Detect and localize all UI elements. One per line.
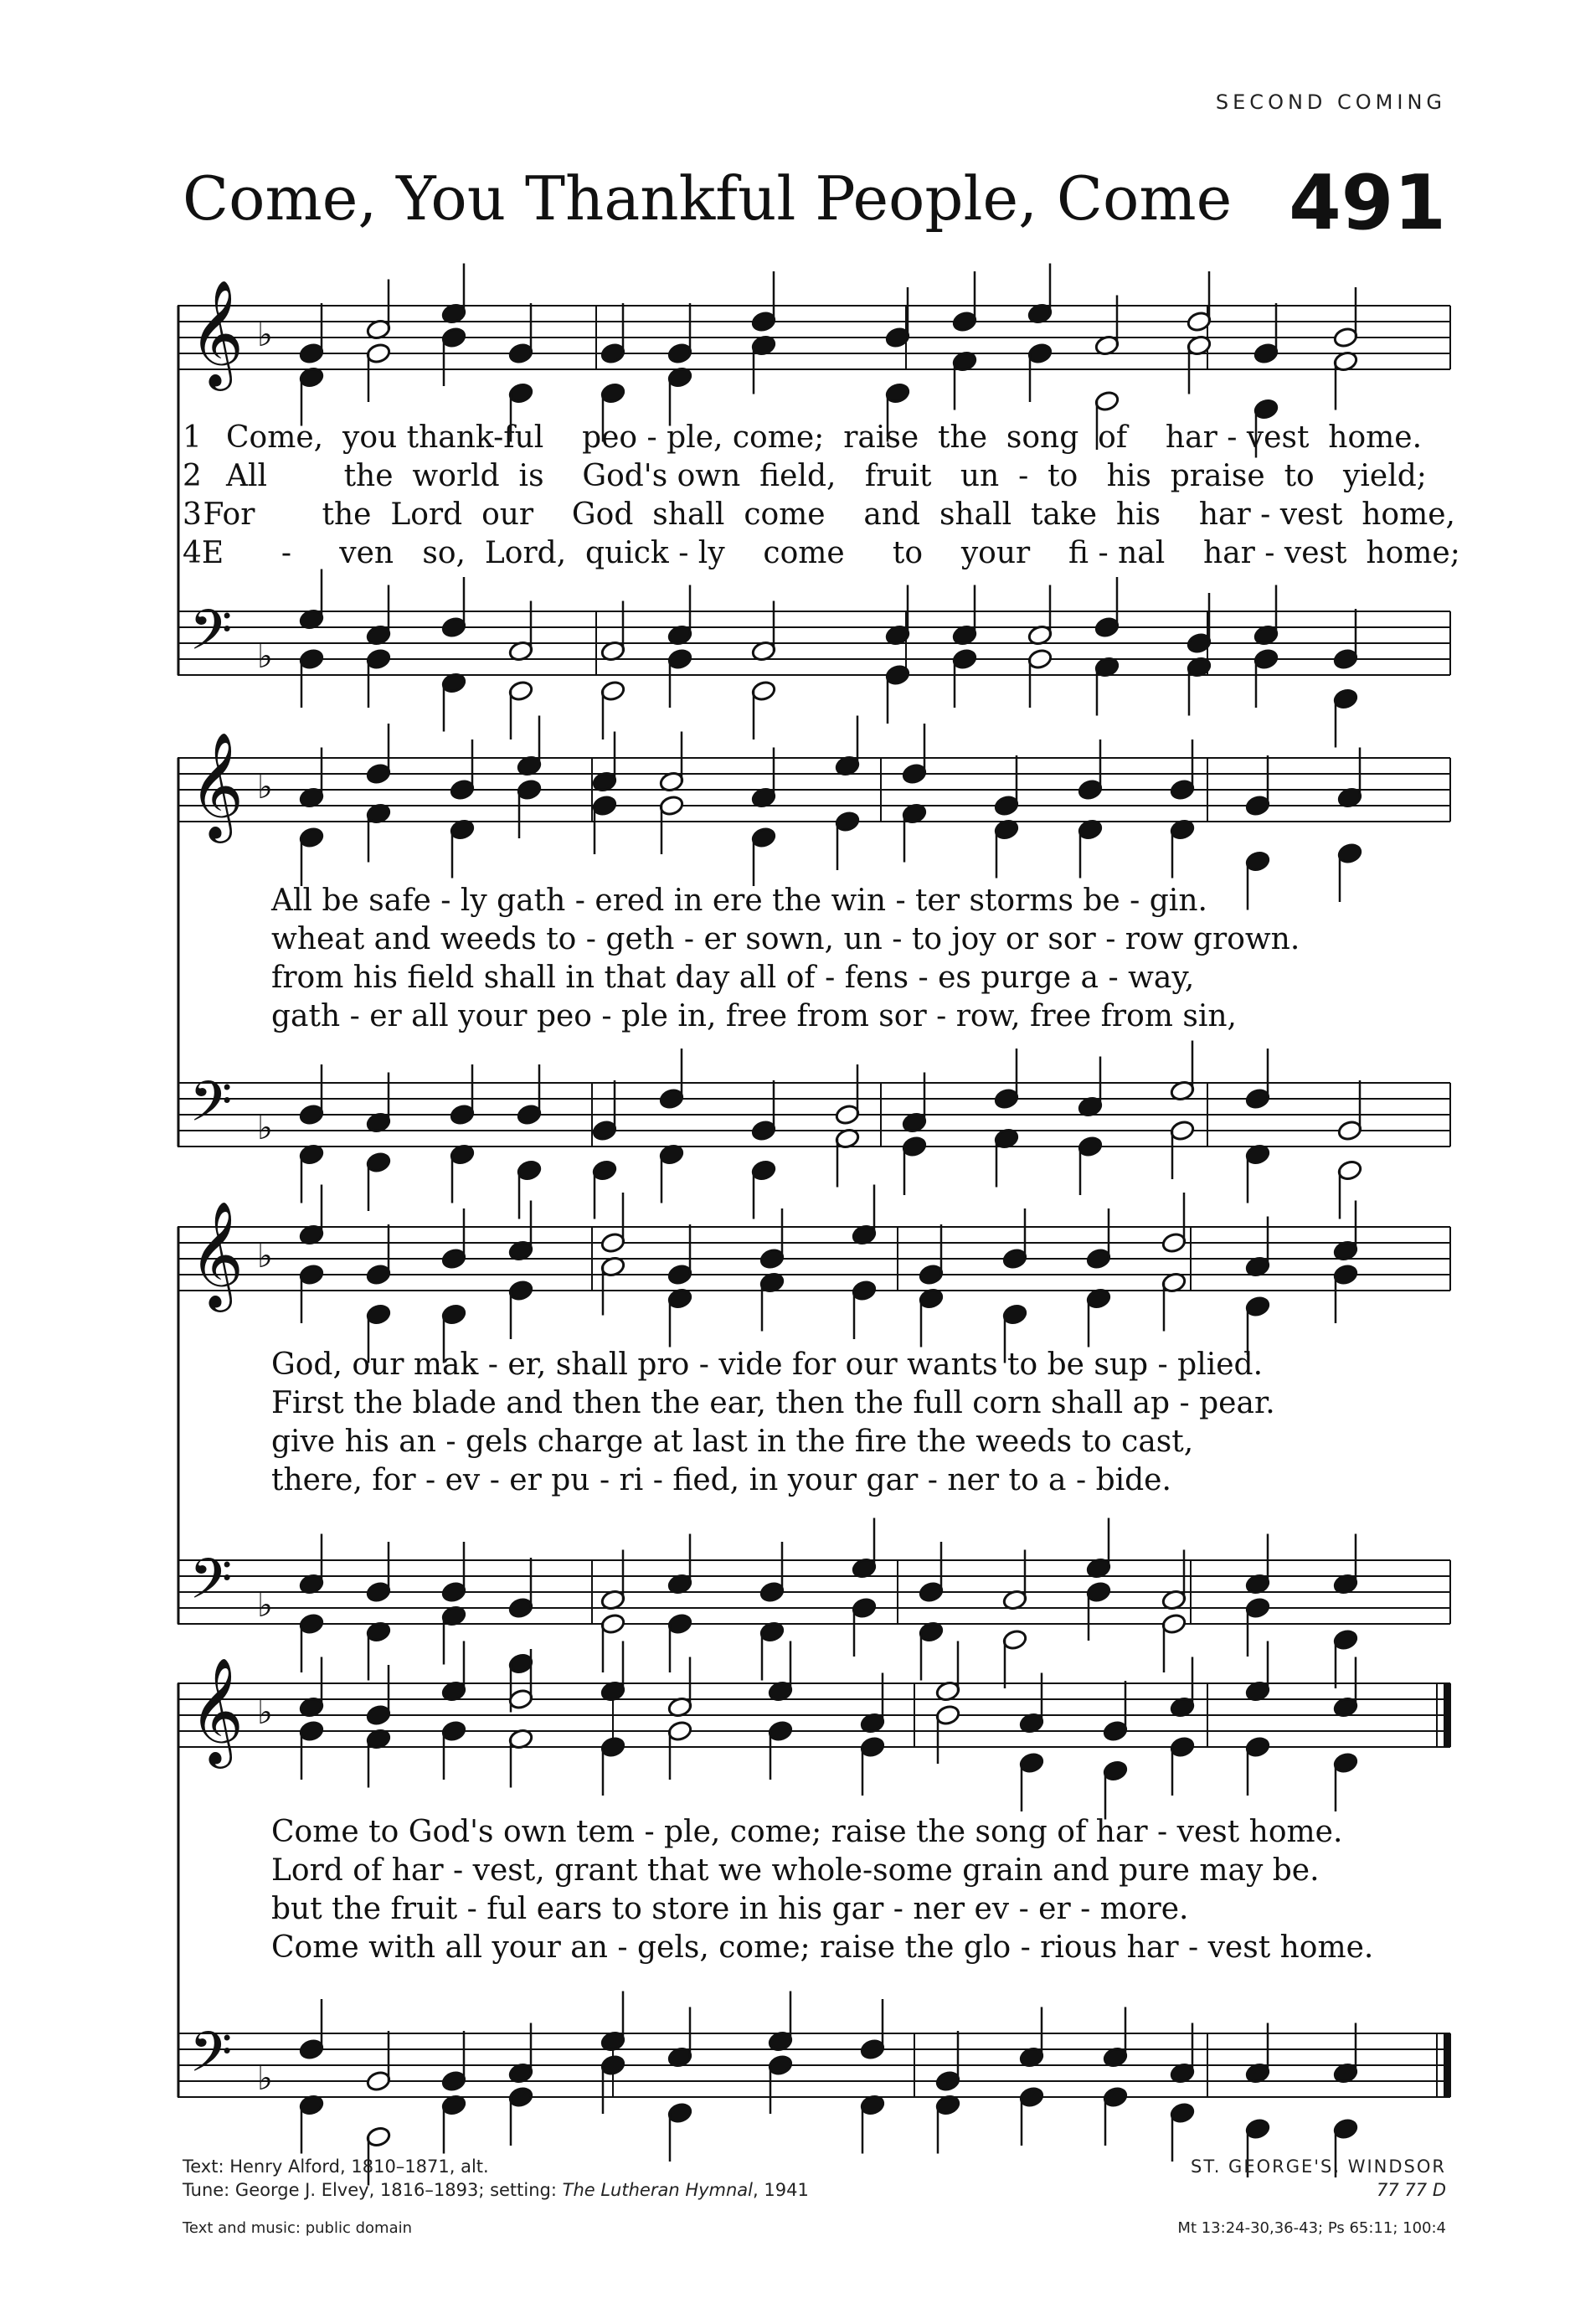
svg-text:♭: ♭ — [257, 1237, 273, 1275]
verse-line: give his an - gels charge at last in the fire the weeds to cast, — [271, 1425, 1194, 1459]
svg-text:𝄞: 𝄞 — [189, 1200, 245, 1307]
svg-text:♭: ♭ — [257, 1109, 273, 1147]
verse-line: Lord of har - vest, grant that we whole-some grain and pure may be. — [271, 1853, 1320, 1888]
meter: 77 77 D — [1377, 2180, 1446, 2200]
tune-info — [1177, 2155, 1446, 2240]
svg-text:𝄞: 𝄞 — [189, 1657, 245, 1764]
svg-text:𝄢: 𝄢 — [189, 1069, 233, 1147]
tune-credit: Tune: George J. Elvey, 1816–1893; setting: The Lutheran Hymnal, 1941 — [183, 2180, 809, 2200]
svg-text:♭: ♭ — [257, 768, 273, 806]
verse-line: 3 For the Lord our God shall come and shall take his har - vest home, — [183, 497, 1455, 532]
credits — [183, 2155, 809, 2240]
svg-text:♭: ♭ — [257, 1586, 273, 1625]
tune-name: ST. GEORGE'S, WINDSOR — [1191, 2157, 1446, 2177]
verse-line: First the blade and then the ear, then the full corn shall ap - pear. — [271, 1386, 1275, 1420]
lyrics-system-1 — [183, 419, 1460, 573]
hymn-number: 491 — [1289, 159, 1446, 247]
verse-line: 2 All the world is God's own field, fruit un - to his praise to yield; — [183, 459, 1427, 493]
verse-line: All be safe - ly gath - ered in ere the win - ter storms be - gin. — [271, 884, 1207, 918]
copyright-notice: Text and music: public domain — [183, 2219, 413, 2237]
verse-line: but the fruit - ful ears to store in his gar - ner ev - er - more. — [271, 1892, 1189, 1926]
verse-line: Come to God's own tem - ple, come; raise the song of har - vest home. — [271, 1815, 1343, 1849]
section-heading: SECOND COMING — [1215, 90, 1446, 114]
svg-text:𝄢: 𝄢 — [189, 598, 233, 676]
svg-text:𝄞: 𝄞 — [189, 279, 245, 386]
scripture-references: Mt 13:24-30,36-43; Ps 65:11; 100:4 — [1177, 2219, 1446, 2237]
svg-text:𝄢: 𝄢 — [189, 2020, 233, 2098]
lyrics-system-3 — [183, 1346, 1455, 1500]
hymn-title: Come, You Thankful People, Come — [183, 163, 1233, 234]
svg-text:♭: ♭ — [257, 2059, 273, 2098]
lyrics-system-4 — [183, 1813, 1455, 1967]
verse-line: from his field shall in that day all of - fens - es purge a - way, — [271, 961, 1195, 995]
svg-text:♭: ♭ — [257, 1693, 273, 1732]
verse-line: there, for - ev - er pu - ri - fied, in your gar - ner to a - bide. — [271, 1463, 1171, 1497]
verse-line: God, our mak - er, shall pro - vide for our wants to be sup - plied. — [271, 1348, 1264, 1382]
verse-line: Come with all your an - gels, come; raise the glo - rious har - vest home. — [271, 1930, 1374, 1965]
svg-text:♭: ♭ — [257, 316, 273, 354]
verse-line: 1 Come, you thank-ful peo - ple, come; raise the song of har - vest home. — [183, 420, 1423, 455]
svg-text:♭: ♭ — [257, 637, 273, 676]
svg-text:𝄞: 𝄞 — [189, 731, 245, 838]
svg-text:𝄢: 𝄢 — [189, 1547, 233, 1625]
verse-line: wheat and weeds to - geth - er sown, un - to joy or sor - row grown. — [271, 922, 1300, 956]
verse-line: gath - er all your peo - ple in, free from sor - row, free from sin, — [271, 999, 1238, 1033]
lyrics-system-2 — [183, 882, 1455, 1036]
text-credit: Text: Henry Alford, 1810–1871, alt. — [183, 2157, 489, 2177]
verse-line: 4 E - ven so, Lord, quick - ly come to your fi - nal har - vest home; — [183, 536, 1460, 570]
